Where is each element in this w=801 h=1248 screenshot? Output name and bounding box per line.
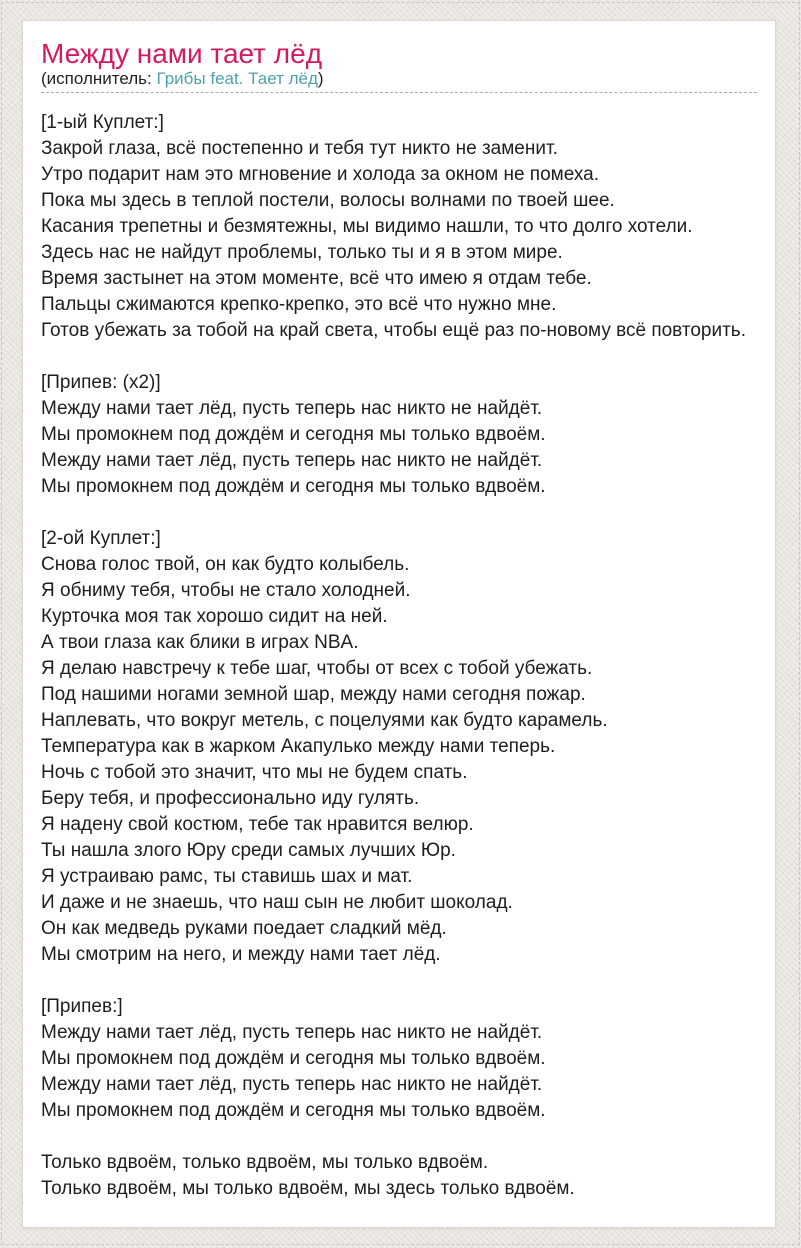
stanza xyxy=(41,994,757,1124)
lyric-line: Утро подарит нам это мгновение и холода за окном не помеха. xyxy=(41,164,599,185)
lyric-line: Пальцы сжимаются крепко-крепко, это всё что нужно мне. xyxy=(41,294,557,315)
lyric-line: Здесь нас не найдут проблемы, только ты и я в этом мире. xyxy=(41,242,563,263)
artist-link[interactable]: Грибы feat. Тает лёд xyxy=(156,69,318,88)
lyric-line: Ночь с тобой это значит, что мы не будем спать. xyxy=(41,762,468,783)
lyric-line: Курточка моя так хорошо сидит на ней. xyxy=(41,606,388,627)
lyric-line: Пока мы здесь в теплой постели, волосы волнами по твоей шее. xyxy=(41,190,615,211)
lyric-line: Касания трепетны и безмятежны, мы видимо нашли, то что долго хотели. xyxy=(41,216,693,237)
lyric-line: Ты нашла злого Юру среди самых лучших Юр. xyxy=(41,840,456,861)
lyric-line: Между нами тает лёд, пусть теперь нас никто не найдёт. xyxy=(41,450,543,471)
lyric-line: [Припев: (x2)] xyxy=(41,372,161,393)
stanza xyxy=(41,110,757,344)
lyric-line: Снова голос твой, он как будто колыбель. xyxy=(41,554,410,575)
lyrics-body xyxy=(41,110,757,1202)
lyric-line: Под нашими ногами земной шар, между нами сегодня пожар. xyxy=(41,684,586,705)
lyric-line: Мы промокнем под дождём и сегодня мы только вдвоём. xyxy=(41,1100,546,1121)
lyric-line: Между нами тает лёд, пусть теперь нас никто не найдёт. xyxy=(41,1022,543,1043)
lyric-line: А твои глаза как блики в играх NBA. xyxy=(41,632,359,653)
lyric-line: Готов убежать за тобой на край света, чтобы ещё раз по-новому всё повторить. xyxy=(41,320,746,341)
lyric-line: Он как медведь руками поедает сладкий мёд. xyxy=(41,918,447,939)
stanza xyxy=(41,370,757,500)
lyric-line: Только вдвоём, мы только вдвоём, мы здесь только вдвоём. xyxy=(41,1178,575,1199)
artist-line xyxy=(41,69,757,93)
lyric-line: Беру тебя, и профессионально иду гулять. xyxy=(41,788,420,809)
lyric-line: Мы промокнем под дождём и сегодня мы только вдвоём. xyxy=(41,476,546,497)
stanza xyxy=(41,1150,757,1202)
lyric-line: [1-ый Куплет:] xyxy=(41,112,164,133)
lyric-line: И даже и не знаешь, что наш сын не любит шоколад. xyxy=(41,892,513,913)
page-title: Между нами тает лёд xyxy=(41,38,323,69)
lyric-line: [2-ой Куплет:] xyxy=(41,528,161,549)
lyric-line: Я надену свой костюм, тебе так нравится велюр. xyxy=(41,814,474,835)
lyric-line: Мы смотрим на него, и между нами тает лёд. xyxy=(41,944,441,965)
lyric-line: Я делаю навстречу к тебе шаг, чтобы от всех с тобой убежать. xyxy=(41,658,593,679)
lyric-line: Температура как в жарком Акапулько между нами теперь. xyxy=(41,736,556,757)
lyric-line: Мы промокнем под дождём и сегодня мы только вдвоём. xyxy=(41,424,546,445)
artist-label-suffix: ) xyxy=(317,69,324,88)
lyric-line: Я устраиваю рамс, ты ставишь шах и мат. xyxy=(41,866,413,887)
lyric-line: Только вдвоём, только вдвоём, мы только вдвоём. xyxy=(41,1152,489,1173)
lyric-line: Между нами тает лёд, пусть теперь нас никто не найдёт. xyxy=(41,1074,543,1095)
lyric-line: Я обниму тебя, чтобы не стало холодней. xyxy=(41,580,411,601)
artist-label-prefix: (исполнитель: xyxy=(41,69,157,88)
lyric-line: Наплевать, что вокруг метель, с поцелуями как будто карамель. xyxy=(41,710,608,731)
lyric-line: Закрой глаза, всё постепенно и тебя тут никто не заменит. xyxy=(41,138,558,159)
lyrics-panel xyxy=(22,20,776,1228)
lyric-line: Время застынет на этом моменте, всё что имею я отдам тебе. xyxy=(41,268,592,289)
lyric-line: [Припев:] xyxy=(41,996,123,1017)
lyric-line: Между нами тает лёд, пусть теперь нас никто не найдёт. xyxy=(41,398,543,419)
lyric-line: Мы промокнем под дождём и сегодня мы только вдвоём. xyxy=(41,1048,546,1069)
stanza xyxy=(41,526,757,968)
